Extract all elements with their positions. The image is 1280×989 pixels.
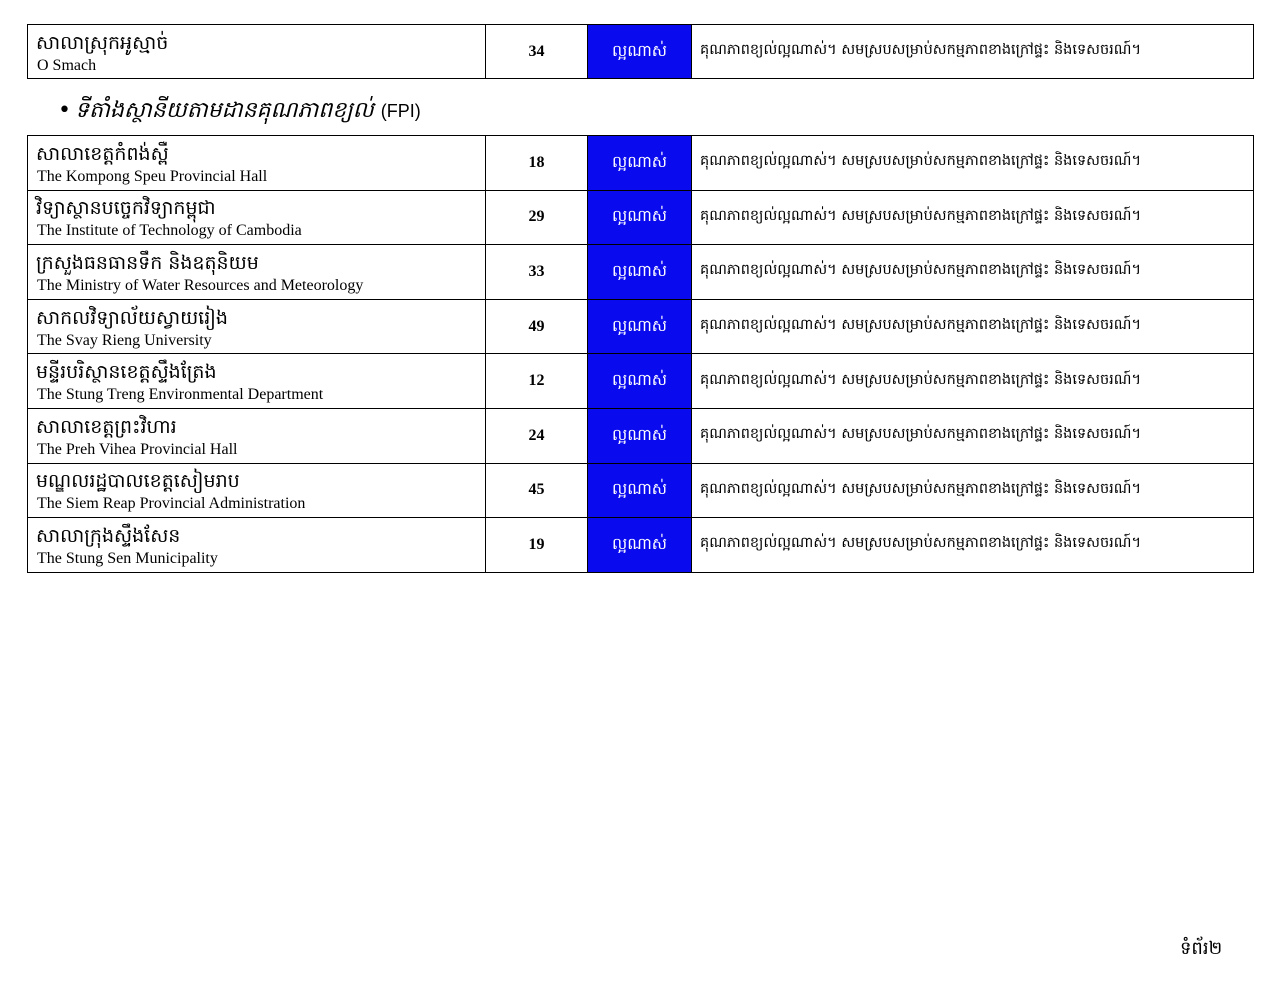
station-name-cell (28, 518, 486, 573)
table-row (28, 408, 1254, 463)
station-name-cell (28, 354, 486, 409)
station-name-english: The Stung Sen Municipality (37, 549, 218, 567)
aqi-level-badge: ល្អណាស់ (588, 354, 692, 409)
station-name-cell (28, 463, 486, 518)
table-row (28, 354, 1254, 409)
aqi-description: គុណភាពខ្យល់ល្អណាស់។ សមស្របសម្រាប់សកម្មភាពខាងក្រៅផ្ទះ និងទេសចរណ៍។ (692, 25, 1254, 79)
aqi-value: 34 (486, 25, 588, 79)
table-row (28, 136, 1254, 191)
station-name-khmer: សាលាស្រុកអូស្មាច់ (36, 31, 169, 54)
aqi-level-badge: ល្អណាស់ (588, 136, 692, 191)
station-name-khmer: សាកលវិទ្យាល័យស្វាយរៀង (36, 306, 228, 329)
station-name-cell (28, 245, 486, 300)
aqi-description: គុណភាពខ្យល់ល្អណាស់។ សមស្របសម្រាប់សកម្មភាពខាងក្រៅផ្ទះ និងទេសចរណ៍។ (692, 408, 1254, 463)
aqi-description: គុណភាពខ្យល់ល្អណាស់។ សមស្របសម្រាប់សកម្មភាពខាងក្រៅផ្ទះ និងទេសចរណ៍។ (692, 136, 1254, 191)
aqi-description: គុណភាពខ្យល់ល្អណាស់។ សមស្របសម្រាប់សកម្មភាពខាងក្រៅផ្ទះ និងទេសចរណ៍។ (692, 190, 1254, 245)
table-row (28, 25, 1254, 79)
top-station-table (27, 24, 1254, 79)
table-row (28, 463, 1254, 518)
station-name-english: The Kompong Speu Provincial Hall (37, 167, 268, 185)
station-name-english: The Ministry of Water Resources and Meteorology (37, 276, 364, 294)
station-name-khmer: ក្រសួងធនធានទឹក និងឧតុនិយម (36, 251, 259, 274)
section-title: ទីតាំងស្ថានីយតាមដានគុណភាពខ្យល់ (74, 98, 374, 123)
aqi-value: 33 (486, 245, 588, 300)
aqi-value: 19 (486, 518, 588, 573)
station-name-english: The Stung Treng Environmental Department (37, 386, 324, 404)
aqi-description: គុណភាពខ្យល់ល្អណាស់។ សមស្របសម្រាប់សកម្មភាពខាងក្រៅផ្ទះ និងទេសចរណ៍។ (692, 299, 1254, 354)
station-name-khmer: សាលាខេត្តកំពង់ស្ពឺ (36, 142, 169, 165)
station-name-khmer: មណ្ឌលរដ្ឋបាលខេត្តសៀមរាប (36, 470, 240, 493)
aqi-level-badge: ល្អណាស់ (588, 190, 692, 245)
aqi-value: 18 (486, 136, 588, 191)
table-row (28, 518, 1254, 573)
station-name-khmer: វិទ្យាស្ថានបច្ចេកវិទ្យាកម្ពុជា (36, 197, 216, 220)
station-name-english: The Siem Reap Provincial Administration (37, 495, 306, 513)
station-table (27, 135, 1254, 573)
aqi-level-badge: ល្អណាស់ (588, 25, 692, 79)
station-name-cell (28, 136, 486, 191)
station-name-cell (28, 190, 486, 245)
station-name-cell (28, 299, 486, 354)
bullet-icon: • (58, 98, 71, 123)
section-heading (58, 94, 421, 128)
station-name-khmer: មន្ទីរបរិស្ថានខេត្តស្ទឹងត្រែង (36, 361, 217, 384)
aqi-level-badge: ល្អណាស់ (588, 245, 692, 300)
aqi-level-badge: ល្អណាស់ (588, 518, 692, 573)
station-name-cell (28, 408, 486, 463)
aqi-value: 29 (486, 190, 588, 245)
aqi-description: គុណភាពខ្យល់ល្អណាស់។ សមស្របសម្រាប់សកម្មភាពខាងក្រៅផ្ទះ និងទេសចរណ៍។ (692, 518, 1254, 573)
page-number: ទំព័រ២ (1180, 938, 1223, 959)
section-tag: (FPI) (380, 101, 421, 121)
station-name-cell (28, 25, 486, 79)
aqi-description: គុណភាពខ្យល់ល្អណាស់។ សមស្របសម្រាប់សកម្មភាពខាងក្រៅផ្ទះ និងទេសចរណ៍។ (692, 245, 1254, 300)
aqi-level-badge: ល្អណាស់ (588, 408, 692, 463)
aqi-value: 24 (486, 408, 588, 463)
station-name-khmer: សាលាខេត្តព្រះវិហារ (36, 415, 177, 438)
aqi-description: គុណភាពខ្យល់ល្អណាស់។ សមស្របសម្រាប់សកម្មភាពខាងក្រៅផ្ទះ និងទេសចរណ៍។ (692, 354, 1254, 409)
station-name-english: The Preh Vihea Provincial Hall (37, 440, 238, 458)
table-row (28, 190, 1254, 245)
station-name-english: O Smach (37, 56, 97, 74)
station-name-english: The Institute of Technology of Cambodia (37, 222, 302, 240)
station-name-khmer: សាលាក្រុងស្ទឹងសែន (36, 524, 181, 547)
aqi-value: 12 (486, 354, 588, 409)
station-name-english: The Svay Rieng University (37, 331, 212, 349)
aqi-value: 49 (486, 299, 588, 354)
aqi-level-badge: ល្អណាស់ (588, 463, 692, 518)
aqi-level-badge: ល្អណាស់ (588, 299, 692, 354)
aqi-description: គុណភាពខ្យល់ល្អណាស់។ សមស្របសម្រាប់សកម្មភាពខាងក្រៅផ្ទះ និងទេសចរណ៍។ (692, 463, 1254, 518)
table-row (28, 299, 1254, 354)
aqi-value: 45 (486, 463, 588, 518)
table-row (28, 245, 1254, 300)
